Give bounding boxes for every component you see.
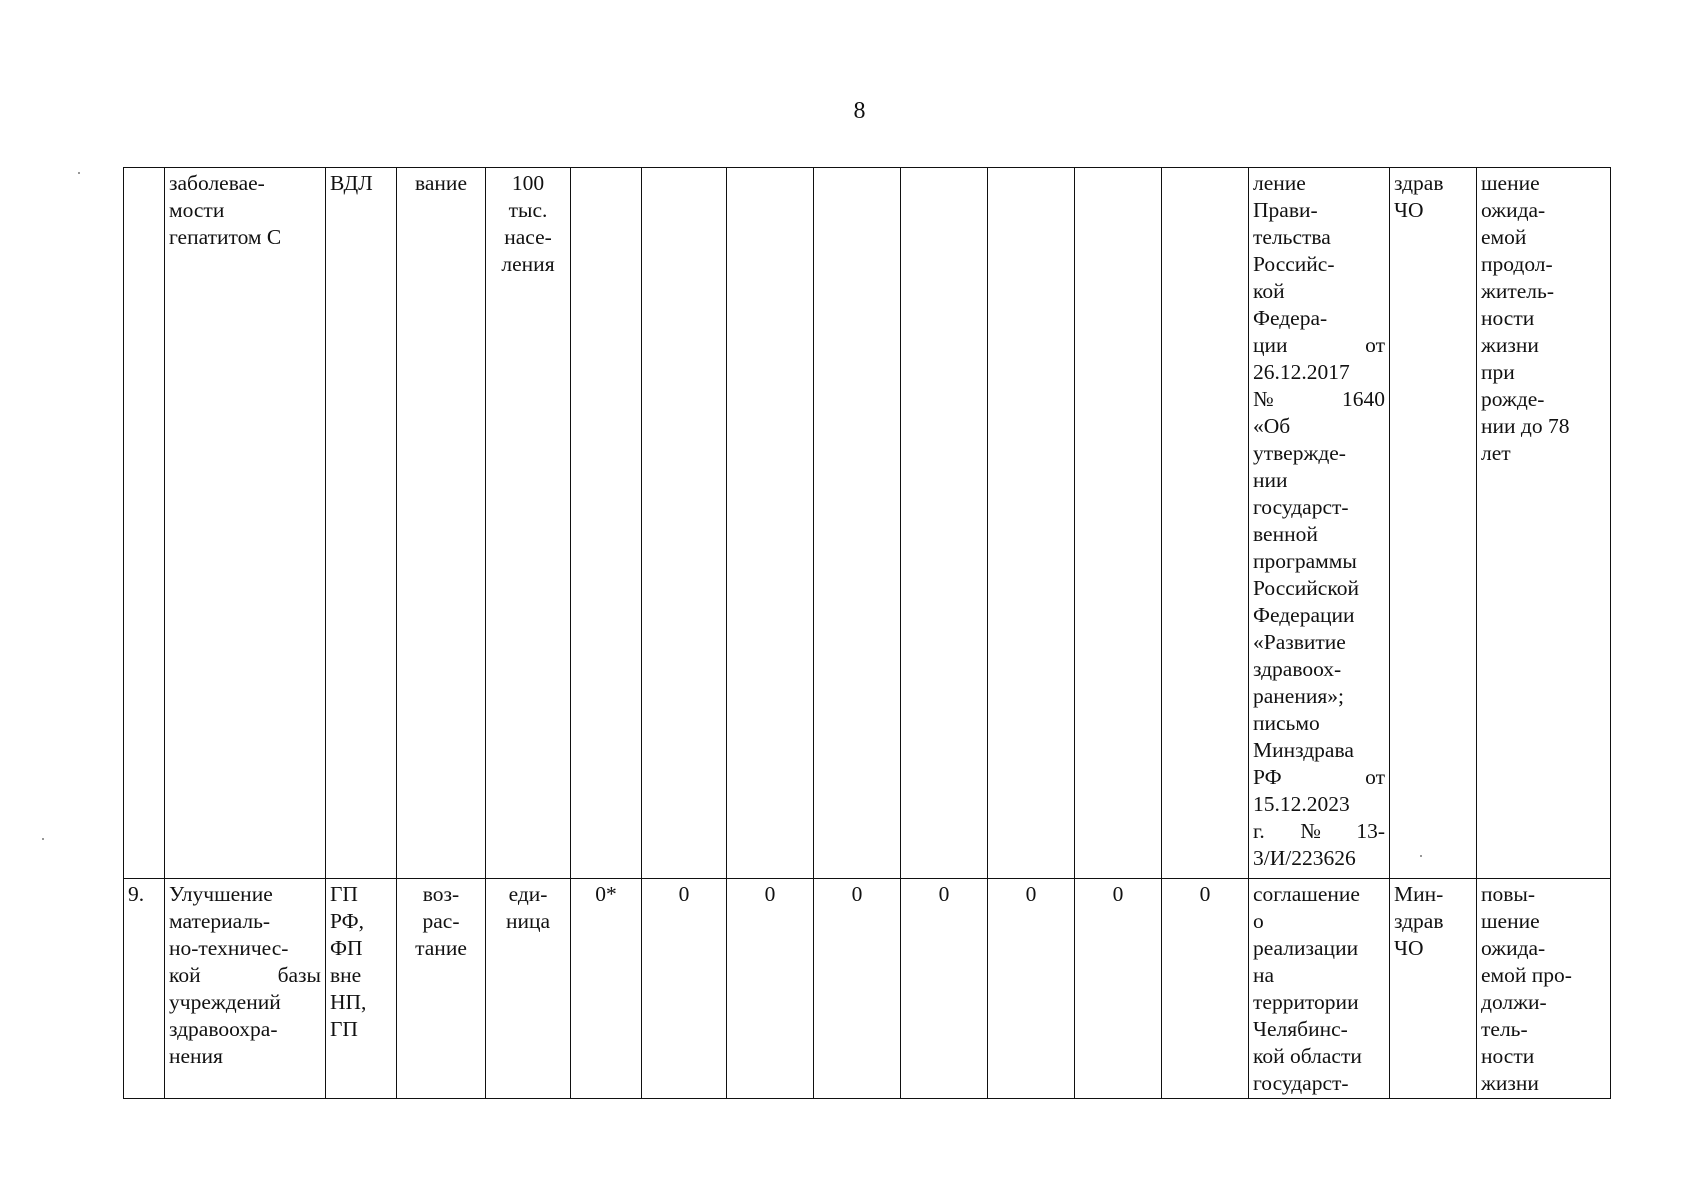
text-line: Мин-: [1394, 882, 1444, 906]
text-line: Прави-: [1253, 198, 1318, 222]
text-line: рас-: [422, 909, 460, 933]
text-line: но-техничес-: [169, 936, 289, 960]
text-line: шение: [1481, 171, 1540, 195]
text-line: ности: [1481, 1044, 1535, 1068]
text-line: РФ,: [330, 909, 364, 933]
text-line: РФ от: [1253, 765, 1385, 789]
text-line: емой про-: [1481, 963, 1572, 987]
text-line: здрав: [1394, 909, 1444, 933]
text-line: утвержде-: [1253, 441, 1346, 465]
cell-value: 0: [642, 879, 727, 1099]
cell-responsible: [1390, 168, 1477, 879]
text-line: ожида-: [1481, 936, 1546, 960]
text-line: воз-: [422, 882, 460, 906]
text-line: кой области: [1253, 1044, 1362, 1068]
text-line: вание: [415, 171, 467, 195]
text-line: вне: [330, 963, 362, 987]
cell-value: [727, 168, 814, 879]
text-line: на: [1253, 963, 1275, 987]
text-line: рожде-: [1481, 387, 1545, 411]
text-line: житель-: [1481, 279, 1554, 303]
text-line: тыс.: [508, 198, 548, 222]
cell-indicator-name: [165, 879, 326, 1099]
text-line: ница: [505, 909, 551, 933]
cell-value: 0*: [571, 879, 642, 1099]
text-line: 15.12.2023: [1253, 792, 1350, 816]
text-line: должи-: [1481, 990, 1547, 1014]
cell-value: [571, 168, 642, 879]
cell-basis: [1249, 168, 1390, 879]
text-line: емой: [1481, 225, 1527, 249]
text-line: ления: [501, 252, 555, 276]
text-line: ГП: [330, 882, 358, 906]
cell-value: 0: [988, 879, 1075, 1099]
text-line: соглашение: [1253, 882, 1360, 906]
text-line: жизни: [1481, 333, 1539, 357]
text-line: кой базы: [169, 963, 321, 987]
text-line: Улучшение: [169, 882, 273, 906]
cell-source: [326, 168, 397, 879]
text-line: нения: [169, 1044, 223, 1068]
table-row: [124, 879, 1611, 1099]
cell-value: 0: [1162, 879, 1249, 1099]
text-line: тель-: [1481, 1017, 1528, 1041]
scan-dot: [42, 838, 44, 840]
text-line: 3/И/223626: [1253, 846, 1356, 870]
cell-value: [988, 168, 1075, 879]
text-line: письмо: [1253, 711, 1320, 735]
text-line: повы-: [1481, 882, 1536, 906]
text-line: г. № 13-: [1253, 819, 1385, 843]
text-line: нии до 78: [1481, 414, 1570, 438]
text-line: ФП: [330, 936, 363, 960]
text-line: Российской: [1253, 576, 1359, 600]
text-line: тельства: [1253, 225, 1331, 249]
cell-indicator-name: [165, 168, 326, 879]
cell-source: [326, 879, 397, 1099]
text-line: еди-: [508, 882, 548, 906]
cell-value: 0: [1075, 879, 1162, 1099]
text-line: государст-: [1253, 1071, 1349, 1095]
text-line: продол-: [1481, 252, 1553, 276]
indicators-table: [123, 167, 1611, 1099]
text-line: заболевае-: [169, 171, 265, 195]
cell-value: [1162, 168, 1249, 879]
scan-dot: [1420, 855, 1422, 857]
cell-unit: [486, 168, 571, 879]
text-line: здравоохра-: [169, 1017, 278, 1041]
text-line: Минздрава: [1253, 738, 1354, 762]
text-line: НП,: [330, 990, 367, 1014]
text-line: материаль-: [169, 909, 271, 933]
text-line: о: [1253, 909, 1264, 933]
text-line: нии: [1253, 468, 1288, 492]
text-line: учреждений: [169, 990, 281, 1014]
text-line: кой: [1253, 279, 1285, 303]
text-line: здрав: [1394, 171, 1444, 195]
cell-value: [901, 168, 988, 879]
text-line: ЧО: [1394, 198, 1424, 222]
cell-result: [1477, 168, 1611, 879]
text-line: Челябинс-: [1253, 1017, 1348, 1041]
text-line: венной: [1253, 522, 1318, 546]
text-line: ранения»;: [1253, 684, 1344, 708]
text-line: «Развитие: [1253, 630, 1346, 654]
cell-number: 9.: [124, 879, 165, 1099]
text-line: тание: [415, 936, 467, 960]
text-line: насе-: [504, 225, 552, 249]
text-line: территории: [1253, 990, 1359, 1014]
cell-value: 0: [727, 879, 814, 1099]
text-line: ВДЛ: [330, 171, 373, 195]
cell-trend: [397, 168, 486, 879]
table-row: [124, 168, 1611, 879]
page-number: 8: [853, 98, 866, 124]
text-line: государст-: [1253, 495, 1349, 519]
text-line: шение: [1481, 909, 1540, 933]
text-line: ожида-: [1481, 198, 1546, 222]
text-line: Федерации: [1253, 603, 1355, 627]
text-line: 26.12.2017: [1253, 360, 1350, 384]
cell-value: 0: [901, 879, 988, 1099]
text-line: здравоох-: [1253, 657, 1342, 681]
cell-responsible: [1390, 879, 1477, 1099]
cell-result: [1477, 879, 1611, 1099]
text-line: мости: [169, 198, 225, 222]
text-line: Федера-: [1253, 306, 1328, 330]
text-line: ЧО: [1394, 936, 1424, 960]
text-line: «Об: [1253, 414, 1291, 438]
cell-trend: [397, 879, 486, 1099]
text-line: № 1640: [1253, 387, 1385, 411]
text-line: при: [1481, 360, 1515, 384]
cell-number: [124, 168, 165, 879]
text-line: ГП: [330, 1017, 358, 1041]
text-line: ности: [1481, 306, 1535, 330]
cell-unit: [486, 879, 571, 1099]
cell-value: [642, 168, 727, 879]
text-line: ции от: [1253, 333, 1385, 357]
text-line: жизни: [1481, 1071, 1539, 1095]
cell-value: [814, 168, 901, 879]
text-line: 100: [511, 171, 545, 195]
text-line: ление: [1253, 171, 1306, 195]
text-line: реализации: [1253, 936, 1359, 960]
scan-dot: [78, 172, 80, 174]
text-line: Российс-: [1253, 252, 1335, 276]
text-line: программы: [1253, 549, 1357, 573]
text-line: лет: [1481, 441, 1511, 465]
cell-value: [1075, 168, 1162, 879]
cell-value: 0: [814, 879, 901, 1099]
text-line: гепатитом С: [169, 225, 282, 249]
cell-basis: [1249, 879, 1390, 1099]
